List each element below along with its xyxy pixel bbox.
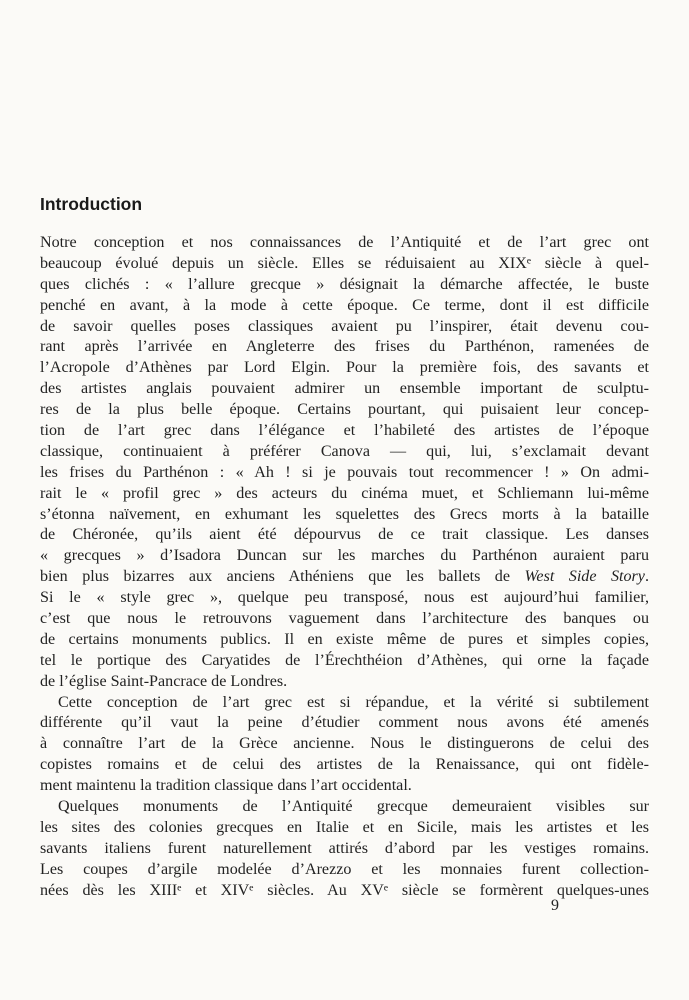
text-line: bien plus bizarres aux anciens Athéniens que les ballets de West Side Story. [40,568,649,586]
text-line: rant après l’arrivée en Angleterre des frises du Parthénon, ramenées de [40,338,649,356]
text-line: ques clichés : « l’allure grecque » désignait la démarche affectée, le buste [40,275,649,293]
text-line: les frises du Parthénon : « Ah ! si je pouvais tout recommencer ! » On admi- [40,463,649,481]
film-title: West Side Story [524,568,645,586]
text-line: « grecques » d’Isadora Duncan sur les marches du Parthénon auraient paru [40,547,649,565]
text-line: beaucoup évolué depuis un siècle. Elles se réduisaient au XIXᵉ siècle à quel- [40,254,649,272]
text-line: tion de l’art grec dans l’élégance et l’habileté des artistes de l’époque [40,422,649,440]
text-line: savants italiens furent naturellement attirés d’abord par les vestiges romains. [40,839,649,857]
section-title: Introduction [40,194,143,214]
body-text [40,233,649,902]
text-line: différente qu’il vaut la peine d’étudier comment nous avons été amenés [40,714,649,732]
text-line: de l’église Saint-Pancrace de Londres. [40,672,288,690]
text-line: penché en avant, à la mode à cette époque. Ce terme, dont il est difficile [40,296,649,314]
text-line: de certains monuments publics. Il en existe même de pures et simples copies, [40,630,649,648]
text-line: Notre conception et nos connaissances de l’Antiquité et de l’art grec ont [40,234,649,251]
text-line: classique, continuaient à préférer Canova — qui, lui, s’exclamait devant [40,442,649,460]
text-line: res de la plus belle époque. Certains pourtant, qui puisaient leur concep- [40,401,649,419]
text-line: nées dès les XIIIᵉ et XIVᵉ siècles. Au XVᵉ siècle se formèrent quelques-unes [40,881,649,899]
text-line: Quelques monuments de l’Antiquité grecque demeuraient visibles sur [58,798,649,816]
text-line: des artistes anglais pouvaient admirer un ensemble important de sculptu- [40,380,649,398]
page-number: 9 [551,897,559,914]
text-line: s’étonna naïvement, en exhumant les squelettes des Grecs morts à la bataille [40,505,649,523]
text-line: tel le portique des Caryatides de l’Érechthéion d’Athènes, qui orne la façade [40,651,649,669]
text-line: Si le « style grec », quelque peu transposé, nous est aujourd’hui familier, [40,589,649,607]
text-line: Cette conception de l’art grec est si répandue, et la vérité si subtilement [58,693,649,711]
text-line: Les coupes d’argile modelée d’Arezzo et les monnaies furent collection- [40,860,649,878]
text-line: copistes romains et de celui des artistes de la Renaissance, qui ont fidèle- [40,756,649,774]
text-line: c’est que nous le retrouvons vaguement dans l’architecture des banques ou [40,610,649,628]
text-line: ment maintenu la tradition classique dans l’art occidental. [40,777,412,795]
text-line: les sites des colonies grecques en Italie et en Sicile, mais les artistes et les [40,818,649,836]
text-line: rait le « profil grec » des acteurs du cinéma muet, et Schliemann lui-même [40,484,649,502]
text-line: à connaître l’art de la Grèce ancienne. Nous le distinguerons de celui des [40,735,649,753]
text-line: de savoir quelles poses classiques avaient pu l’inspirer, était devenu cou- [40,317,649,335]
text-line: l’Acropole d’Athènes par Lord Elgin. Pour la première fois, des savants et [40,359,649,377]
text-line: de Chéronée, qu’ils aient été dépourvus de ce trait classique. Les danses [40,526,649,544]
